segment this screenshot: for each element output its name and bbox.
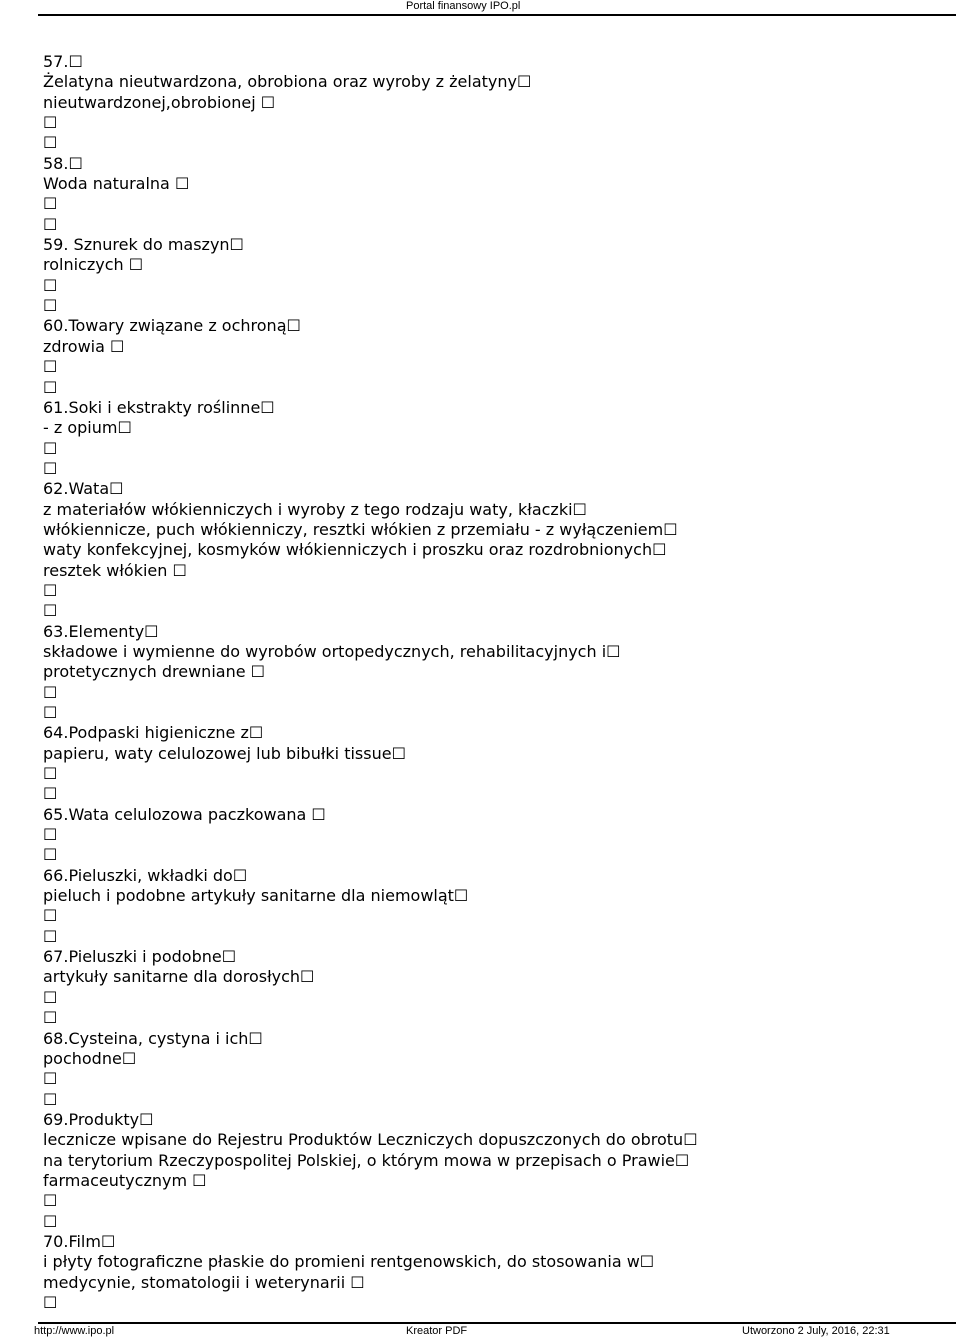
text-line: zdrowia ☐	[43, 336, 125, 356]
text-line: ☐	[43, 296, 58, 316]
text-line: farmaceutycznym ☐	[43, 1170, 207, 1190]
text-line: ☐	[43, 1211, 58, 1231]
text-line: ☐	[43, 845, 58, 865]
text-line: waty konfekcyjnej, kosmyków włókienniczych i proszku oraz rozdrobnionych☐	[43, 540, 667, 560]
text-line: resztek włókien ☐	[43, 560, 187, 580]
text-line: składowe i wymienne do wyrobów ortopedycznych, rehabilitacyjnych i☐	[43, 641, 621, 661]
text-line: 68.Cysteina, cystyna i ich☐	[43, 1028, 263, 1048]
text-line: 63.Elementy☐	[43, 621, 159, 641]
text-line: z materiałów włókienniczych i wyroby z tego rodzaju waty, kłaczki☐	[43, 499, 587, 519]
text-line: nieutwardzonej,obrobionej ☐	[43, 92, 276, 112]
page-header	[0, 0, 960, 14]
text-line: ☐	[43, 377, 58, 397]
text-line: ☐	[43, 825, 58, 845]
text-line: 66.Pieluszki, wkładki do☐	[43, 865, 248, 885]
text-line: ☐	[43, 214, 58, 234]
text-line: protetycznych drewniane ☐	[43, 662, 265, 682]
text-line: ☐	[43, 1292, 58, 1312]
footer-creator: Kreator PDF	[406, 1325, 468, 1337]
page-footer	[0, 1325, 960, 1338]
text-line: ☐	[43, 1008, 58, 1028]
text-line: pochodne☐	[43, 1048, 137, 1068]
document-body	[43, 52, 943, 1313]
text-line: włókiennicze, puch włókienniczy, resztki włókien z przemiału - z wyłączeniem☐	[43, 519, 678, 539]
text-line: i płyty fotograficzne płaskie do promieni rentgenowskich, do stosowania w☐	[43, 1252, 655, 1272]
footer-divider	[38, 1322, 956, 1324]
text-line: ☐	[43, 926, 58, 946]
text-line: ☐	[43, 580, 58, 600]
text-line: artykuły sanitarne dla dorosłych☐	[43, 967, 315, 987]
text-line: 64.Podpaski higieniczne z☐	[43, 723, 264, 743]
text-line: ☐	[43, 357, 58, 377]
text-line: na terytorium Rzeczypospolitej Polskiej, o którym mowa w przepisach o Prawie☐	[43, 1150, 690, 1170]
text-line: ☐	[43, 764, 58, 784]
text-line: lecznicze wpisane do Rejestru Produktów Leczniczych dopuszczonych do obrotu☐	[43, 1130, 698, 1150]
text-line: - z opium☐	[43, 418, 132, 438]
text-line: medycynie, stomatologii i weterynarii ☐	[43, 1272, 365, 1292]
text-line: 58.☐	[43, 153, 83, 173]
text-line: pieluch i podobne artykuły sanitarne dla niemowląt☐	[43, 886, 469, 906]
text-line: ☐	[43, 703, 58, 722]
text-line: ☐	[43, 275, 58, 295]
text-line: 59. Sznurek do maszyn☐	[43, 235, 244, 255]
site-name: Portal finansowy IPO.pl	[406, 0, 521, 12]
header-divider	[38, 14, 956, 16]
footer-created-date: Utworzono 2 July, 2016, 22:31	[742, 1325, 890, 1337]
text-line: 70.Film☐	[43, 1231, 116, 1251]
text-line: rolniczych ☐	[43, 255, 144, 275]
text-line: ☐	[43, 194, 58, 214]
text-line: 62.Wata☐	[43, 479, 124, 499]
text-line: ☐	[43, 784, 58, 804]
text-line: 60.Towary związane z ochroną☐	[43, 316, 301, 336]
text-line: 65.Wata celulozowa paczkowana ☐	[43, 804, 326, 824]
text-line: papieru, waty celulozowej lub bibułki tissue☐	[43, 743, 406, 763]
text-line: 61.Soki i ekstrakty roślinne☐	[43, 397, 275, 417]
footer-url[interactable]: http://www.ipo.pl	[34, 1325, 115, 1337]
text-line: ☐	[43, 133, 58, 153]
text-line: ☐	[43, 987, 58, 1007]
text-line: ☐	[43, 1069, 58, 1089]
text-line: ☐	[43, 601, 58, 621]
text-line: 67.Pieluszki i podobne☐	[43, 947, 237, 967]
text-line: ☐	[43, 1089, 58, 1109]
text-line: ☐	[43, 682, 58, 702]
text-line: ☐	[43, 458, 58, 478]
text-line: ☐	[43, 1191, 58, 1211]
text-line: ☐	[43, 113, 58, 133]
text-line: 69.Produkty☐	[43, 1109, 154, 1129]
text-line: Woda naturalna ☐	[43, 174, 190, 194]
text-line: Żelatyna nieutwardzona, obrobiona oraz wyroby z żelatyny☐	[43, 72, 532, 92]
text-line: ☐	[43, 438, 58, 458]
text-line: ☐	[43, 906, 58, 926]
text-line: 57.☐	[43, 52, 83, 71]
